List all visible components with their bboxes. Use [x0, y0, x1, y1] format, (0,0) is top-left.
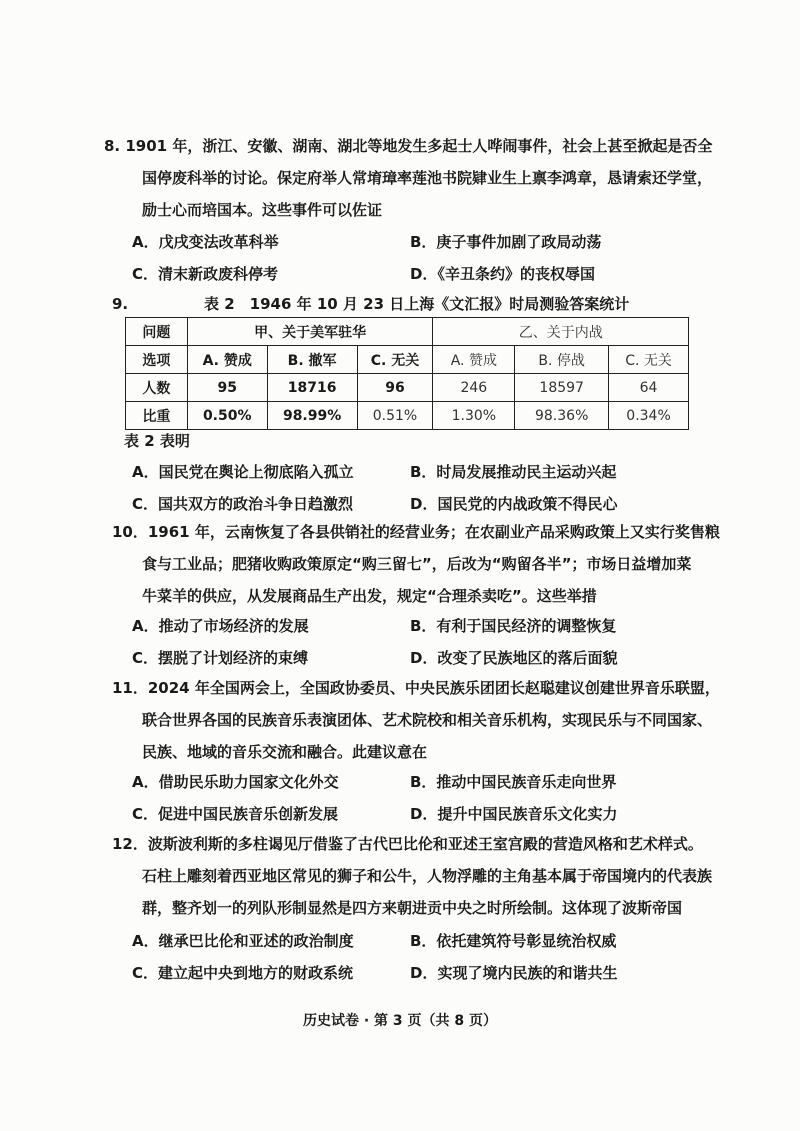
question-12-line-3: 群，整齐划一的列队形制显然是四方来朝进贡中央之时所绘制。这体现了波斯帝国	[142, 899, 683, 917]
question-11	[112, 672, 720, 768]
question-10-options	[132, 610, 692, 674]
table-cell: 246	[433, 374, 515, 402]
table-2-caption: 表 2 1946 年 10 月 23 日上海《文汇报》时局测验答案统计	[204, 295, 630, 313]
table-cell: B. 撤军	[267, 346, 357, 374]
page-footer: 历史试卷 · 第 3 页（共 8 页）	[302, 1013, 498, 1029]
table-row	[126, 374, 689, 402]
question-9-option-d[interactable]: D．国民党的内战政策不得民心	[410, 495, 618, 513]
table-cell: 0.50%	[187, 402, 267, 430]
question-8-line-2: 国停废科举的讨论。保定府举人常堉璋率莲池书院肄业生上禀李鸿章，恳请索还学堂，	[142, 169, 713, 187]
question-11-line-2: 联合世界各国的民族音乐表演团体、艺术院校和相关音乐机构，实现民乐与不同国家、	[142, 711, 713, 729]
table-row	[126, 318, 689, 346]
row-label-count: 人数	[126, 374, 188, 402]
question-11-line-1: 11．2024 年全国两会上，全国政协委员、中央民族乐团团长赵聪建议创建世界音乐联盟，	[112, 679, 720, 697]
row-label-option: 选项	[126, 346, 188, 374]
question-12	[112, 828, 713, 924]
question-9-stem-text: 表 2 表明	[124, 432, 190, 450]
question-12-options	[132, 925, 692, 989]
table-cell: 1.30%	[433, 402, 515, 430]
question-9-option-b[interactable]: B．时局发展推动民主运动兴起	[410, 463, 617, 481]
table-cell: 18597	[515, 374, 609, 402]
question-10-option-b[interactable]: B．有利于国民经济的调整恢复	[410, 617, 617, 635]
question-11-option-b[interactable]: B．推动中国民族音乐走向世界	[410, 773, 617, 791]
table-cell: A. 赞成	[433, 346, 515, 374]
table-cell: C. 无关	[609, 346, 689, 374]
table-cell: C. 无关	[357, 346, 433, 374]
row-label-question: 问题	[126, 318, 188, 346]
question-11-line-3: 民族、地域的音乐交流和融合。此建议意在	[142, 743, 428, 761]
table-cell: B. 停战	[515, 346, 609, 374]
question-10-line-1: 10．1961 年，云南恢复了各县供销社的经营业务；在农副业产品采购政策上又实行奖售粮	[112, 523, 720, 541]
question-12-line-2: 石柱上雕刻着西亚地区常见的狮子和公牛，人物浮雕的主角基本属于帝国境内的代表族	[142, 867, 713, 885]
question-10-option-a[interactable]: A．推动了市场经济的发展	[132, 617, 309, 635]
question-9-stem	[112, 425, 692, 457]
question-10	[112, 516, 720, 612]
question-9-option-c[interactable]: C．国共双方的政治斗争日趋激烈	[132, 495, 354, 513]
table-cell: 98.36%	[515, 402, 609, 430]
table-cell: 64	[609, 374, 689, 402]
table-cell: 18716	[267, 374, 357, 402]
question-11-option-c[interactable]: C．促进中国民族音乐创新发展	[132, 805, 339, 823]
table-row	[126, 346, 689, 374]
question-9-option-a[interactable]: A．国民党在舆论上彻底陷入孤立	[132, 463, 354, 481]
row-label-ratio: 比重	[126, 402, 188, 430]
question-8-option-a[interactable]: A．戊戌变法改革科举	[132, 233, 279, 251]
table-cell: 0.34%	[609, 402, 689, 430]
question-12-option-c[interactable]: C．建立起中央到地方的财政系统	[132, 964, 354, 982]
question-8	[104, 130, 713, 226]
question-8-option-b[interactable]: B．庚子事件加剧了政局动荡	[410, 233, 602, 251]
question-12-option-b[interactable]: B．依托建筑符号彰显统治权威	[410, 932, 617, 950]
question-11-option-d[interactable]: D．提升中国民族音乐文化实力	[410, 805, 618, 823]
question-12-option-d[interactable]: D．实现了境内民族的和谐共生	[410, 964, 618, 982]
question-10-line-2: 食与工业品；肥猪收购政策原定“购三留七”，后改为“购留各半”；市场日益增加菜	[142, 555, 692, 573]
question-12-option-a[interactable]: A．继承巴比伦和亚述的政治制度	[132, 932, 354, 950]
question-8-line-1: 8. 1901 年，浙江、安徽、湖南、湖北等地发生多起士人哗闹事件，社会上甚至掀起是否全	[104, 137, 713, 155]
survey-table	[125, 317, 689, 430]
question-10-option-c[interactable]: C．摆脱了计划经济的束缚	[132, 649, 309, 667]
question-9-number: 9.	[112, 295, 129, 313]
question-8-option-d[interactable]: D．《辛丑条约》的丧权辱国	[410, 265, 595, 283]
question-10-option-d[interactable]: D．改变了民族地区的落后面貌	[410, 649, 618, 667]
question-12-line-1: 12．波斯波利斯的多柱谒见厅借鉴了古代巴比伦和亚述王室宫殿的营造风格和艺术样式。	[112, 835, 703, 853]
table-cell: 96	[357, 374, 433, 402]
table-cell: A. 赞成	[187, 346, 267, 374]
question-11-option-a[interactable]: A．借助民乐助力国家文化外交	[132, 773, 339, 791]
question-8-option-c[interactable]: C．清末新政废科停考	[132, 265, 279, 283]
group-b-header: 乙、关于内战	[433, 318, 689, 346]
question-8-line-3: 励士心而培国本。这些事件可以佐证	[142, 201, 383, 219]
question-9-header	[112, 290, 692, 318]
question-9-options	[132, 456, 692, 520]
question-11-options	[132, 766, 692, 830]
table-cell: 0.51%	[357, 402, 433, 430]
table-cell: 98.99%	[267, 402, 357, 430]
question-8-options	[132, 226, 692, 290]
question-10-line-3: 牛菜羊的供应，从发展商品生产出发，规定“合理杀卖吃”。这些举措	[142, 587, 597, 605]
group-a-header: 甲、关于美军驻华	[187, 318, 433, 346]
table-cell: 95	[187, 374, 267, 402]
